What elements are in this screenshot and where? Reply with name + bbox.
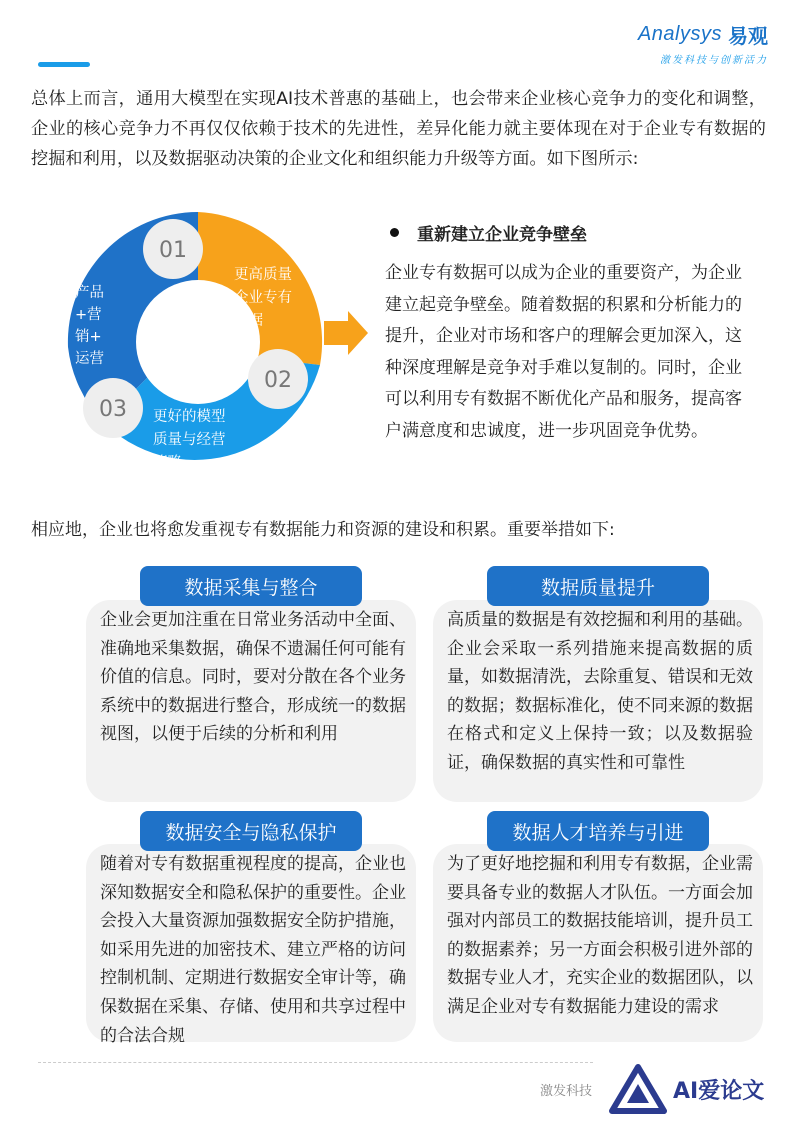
card-title-data-talent: 数据人才培养与引进 — [487, 811, 709, 851]
blue-label-line2: +营 — [75, 307, 102, 323]
logo-en-text: Analysys — [637, 23, 722, 45]
number-01: 01 — [159, 238, 187, 263]
number-02: 02 — [264, 368, 292, 393]
bullet-dot-icon — [390, 228, 399, 237]
ai-ailunwen-logo — [605, 1064, 764, 1114]
blue-label-line4: 运营 — [75, 351, 104, 367]
bullet-body: 企业专有数据可以成为企业的重要资产，为企业建立起竞争壁垒。随着数据的积累和分析能力的提升，企业对市场和客户的理解会更加深入，这种深度理解是竞争对手难以复制的。同时，企业可以利用专有数据不断优化产品和服务，提高客户满意度和忠诚度，进一步巩固竞争优势。 — [385, 263, 742, 441]
lightblue-label-line2: 质量与经营 — [153, 432, 226, 448]
logo-cn-text: 易观 — [728, 24, 768, 48]
orange-label-line3: 数据 — [234, 313, 263, 329]
card-body: 为了更好地挖掘和利用专有数据，企业需要具备专业的数据人才队伍。一方面会加强对内部员工的数据技能培训，提升员工的数据素养；另一方面会积极引进外部的数据专业人才，充实企业的数据团队，以满足企业对专有数据能力建设的需求 — [447, 854, 753, 1017]
footer-logo-text: AI爱论文 — [673, 1078, 765, 1104]
lightblue-label-line1: 更好的模型 — [153, 409, 226, 425]
transition-paragraph: 相应地，企业也将愈发重视专有数据能力和资源的建设和积累。重要举措如下: — [31, 520, 615, 540]
cycle-diagram — [48, 207, 378, 487]
card-data-security — [86, 844, 416, 1046]
logo-slogan: 激发科技与创新活力 — [660, 55, 768, 66]
arrow-right-icon — [324, 311, 368, 355]
analysys-logo — [638, 20, 768, 66]
card-title-data-quality: 数据质量提升 — [487, 566, 709, 606]
bullet-heading — [390, 220, 587, 245]
blue-label-line1: 产品 — [75, 285, 104, 301]
card-data-quality — [433, 600, 763, 802]
card-title-data-security: 数据安全与隐私保护 — [140, 811, 362, 851]
ai-logo-icon — [609, 1064, 667, 1114]
orange-label-line1: 更高质量 — [234, 267, 292, 283]
intro-paragraph: 总体上而言，通用大模型在实现AI技术普惠的基础上，也会带来企业核心竞争力的变化和调整，企业的核心竞争力不再仅仅依赖于技术的先进性，差异化能力就主要体现在对于企业专有数据的挖掘和利用，以及数据驱动决策的企业文化和组织能力升级等方面。如下图所示: — [31, 89, 766, 169]
blue-label-line3: 销+ — [75, 329, 102, 345]
orange-label-line2: 企业专有 — [234, 290, 292, 306]
card-data-collection — [86, 600, 416, 802]
footer-text: 激发科技 — [540, 1084, 593, 1099]
lightblue-label-line3: 策略 — [153, 455, 182, 471]
bullet-title: 重新建立企业竞争壁垒 — [417, 225, 587, 245]
card-title-data-collection: 数据采集与整合 — [140, 566, 362, 606]
card-data-talent — [433, 844, 763, 1042]
card-body: 随着对专有数据重视程度的提高，企业也深知数据安全和隐私保护的重要性。企业会投入大量资源加强数据安全防护措施，如采用先进的加密技术、建立严格的访问控制机制、定期进行数据安全审计等，确保数据在采集、存储、使用和共享过程中的合法合规 — [100, 854, 406, 1046]
number-03: 03 — [99, 397, 127, 422]
footer-divider — [38, 1062, 593, 1063]
card-body: 企业会更加注重在日常业务活动中全面、准确地采集数据，确保不遗漏任何可能有价值的信息。同时，要对分散在各个业务系统中的数据进行整合，形成统一的数据视图，以便于后续的分析和利用 — [100, 610, 406, 745]
card-body: 高质量的数据是有效挖掘和利用的基础。企业会采取一系列措施来提高数据的质量，如数据清洗，去除重复、错误和无效的数据；数据标准化，使不同来源的数据在格式和定义上保持一致；以及数据验证，确保数据的真实性和可靠性 — [447, 610, 753, 773]
header-accent-bar — [38, 62, 90, 67]
